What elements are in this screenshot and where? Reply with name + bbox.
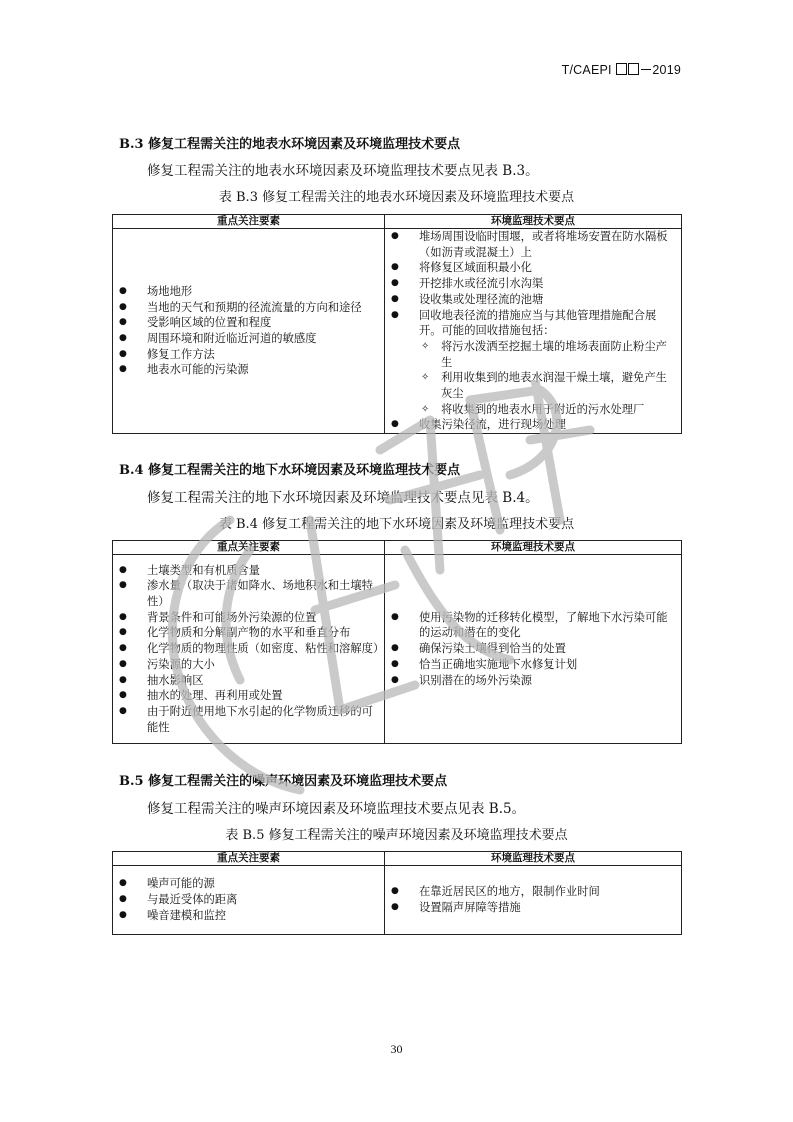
supervision-point-item: ● 将修复区域面积最小化 bbox=[389, 260, 677, 276]
table-caption-b5: 表 B.5 修复工程需关注的噪声环境因素及环境监理技术要点 bbox=[225, 828, 568, 843]
key-factor-item: ● 周围环境和附近临近河道的敏感度 bbox=[117, 331, 380, 347]
key-factor-item: ● 噪音建模和监控 bbox=[117, 908, 380, 924]
dash bbox=[641, 69, 651, 70]
key-factor-item: ● 修复工作方法 bbox=[117, 347, 380, 363]
section-intro-b5: 修复工程需关注的噪声环境因素及环境监理技术要点见表 B.5。 bbox=[147, 801, 526, 817]
key-factor-list bbox=[117, 876, 380, 923]
supervision-point-item: ● 恰当正确地实施地下水修复计划 bbox=[389, 657, 677, 673]
section-heading-b5: B.5 修复工程需关注的噪声环境因素及环境监理技术要点 bbox=[119, 774, 448, 789]
supervision-point-list bbox=[389, 884, 677, 915]
col-header: 环境监理技术要点 bbox=[385, 215, 682, 229]
key-factor-item: ● 土壤类型和有机质含量 bbox=[117, 563, 380, 579]
table-b5 bbox=[112, 851, 682, 935]
section-intro-b4: 修复工程需关注的地下水环境因素及环境监理技术要点见表 B.4。 bbox=[147, 490, 539, 506]
page-number: 30 bbox=[390, 1042, 403, 1056]
supervision-point-item: ● 识别潜在的场外污染源 bbox=[389, 673, 677, 689]
supervision-point-item: ● 确保污染土壤得到恰当的处置 bbox=[389, 641, 677, 657]
section-heading-b4: B.4 修复工程需关注的地下水环境因素及环境监理技术要点 bbox=[119, 463, 461, 478]
key-factor-item: ● 渗水量（取决于诸如降水、场地积水和土壤特性） bbox=[117, 578, 380, 609]
table-b3 bbox=[112, 214, 682, 434]
key-factor-item: ● 抽水影响区 bbox=[117, 673, 380, 689]
supervision-point-list bbox=[389, 229, 677, 433]
key-factor-item: ● 地表水可能的污染源 bbox=[117, 362, 380, 378]
key-factor-item: ● 化学物质的物理性质（如密度、粘性和溶解度） bbox=[117, 641, 380, 657]
blank-box bbox=[616, 63, 627, 75]
key-factor-list bbox=[117, 563, 385, 736]
col-header: 重点关注要素 bbox=[113, 541, 385, 555]
blank-box bbox=[628, 63, 639, 75]
col-header: 环境监理技术要点 bbox=[385, 852, 682, 866]
supervision-point-item: ● 堆场周围设临时围堰，或者将堆场安置在防水隔板（如沥青或混凝土）上 bbox=[389, 229, 677, 260]
supervision-point-item: ● 回收地表径流的措施应当与其他管理措施配合展开。可能的回收措施包括： bbox=[389, 308, 677, 339]
section-intro-b3: 修复工程需关注的地表水环境因素及环境监理技术要点见表 B.3。 bbox=[147, 163, 539, 179]
supervision-sub-item: ✧ 利用收集到的地表水润湿干燥土壤，避免产生灰尘 bbox=[389, 370, 677, 401]
table-caption-b4: 表 B.4 修复工程需关注的地下水环境因素及环境监理技术要点 bbox=[218, 517, 575, 532]
supervision-point-item: ● 在靠近居民区的地方，限制作业时间 bbox=[389, 884, 677, 900]
col-header: 重点关注要素 bbox=[113, 852, 385, 866]
supervision-sub-item: ✧ 将收集到的地表水用于附近的污水处理厂 bbox=[389, 402, 677, 418]
table-caption-b3: 表 B.3 修复工程需关注的地表水环境因素及环境监理技术要点 bbox=[218, 190, 575, 205]
key-factor-item: ● 背景条件和可能场外污染源的位置 bbox=[117, 610, 380, 626]
key-factor-item: ● 当地的天气和预期的径流流量的方向和途径 bbox=[117, 300, 380, 316]
supervision-point-item: ● 开挖排水或径流引水沟渠 bbox=[389, 276, 677, 292]
key-factor-item: ● 受影响区域的位置和程度 bbox=[117, 315, 380, 331]
key-factor-item: ● 抽水的处理、再利用或处置 bbox=[117, 688, 380, 704]
key-factor-item: ● 场地地形 bbox=[117, 284, 380, 300]
col-header: 环境监理技术要点 bbox=[385, 541, 682, 555]
supervision-point-item: ● 设置隔声屏障等措施 bbox=[389, 900, 677, 916]
supervision-point-item: ● 收集污染径流，进行现场处理 bbox=[389, 417, 677, 433]
section-heading-b3: B.3 修复工程需关注的地表水环境因素及环境监理技术要点 bbox=[119, 137, 461, 152]
table-b4 bbox=[112, 540, 682, 744]
supervision-point-item: ● 使用污染物的迁移转化模型，了解地下水污染可能的运动和潜在的变化 bbox=[389, 610, 677, 641]
col-header: 重点关注要素 bbox=[113, 215, 385, 229]
page-header-standard-code: T/CAEPI 2019 bbox=[561, 63, 681, 77]
key-factor-item: ● 由于附近使用地下水引起的化学物质迁移的可能性 bbox=[117, 704, 380, 735]
key-factor-item: ● 污染源的大小 bbox=[117, 657, 380, 673]
supervision-point-list bbox=[389, 610, 677, 689]
key-factor-item: ● 与最近受体的距离 bbox=[117, 892, 380, 908]
key-factor-item: ● 化学物质和分解副产物的水平和垂直分布 bbox=[117, 625, 380, 641]
key-factor-list bbox=[117, 284, 380, 378]
supervision-sub-item: ✧ 将污水泼洒至挖掘土壤的堆场表面防止粉尘产生 bbox=[389, 339, 677, 370]
supervision-point-item: ● 设收集或处理径流的池塘 bbox=[389, 292, 677, 308]
key-factor-item: ● 噪声可能的源 bbox=[117, 876, 380, 892]
